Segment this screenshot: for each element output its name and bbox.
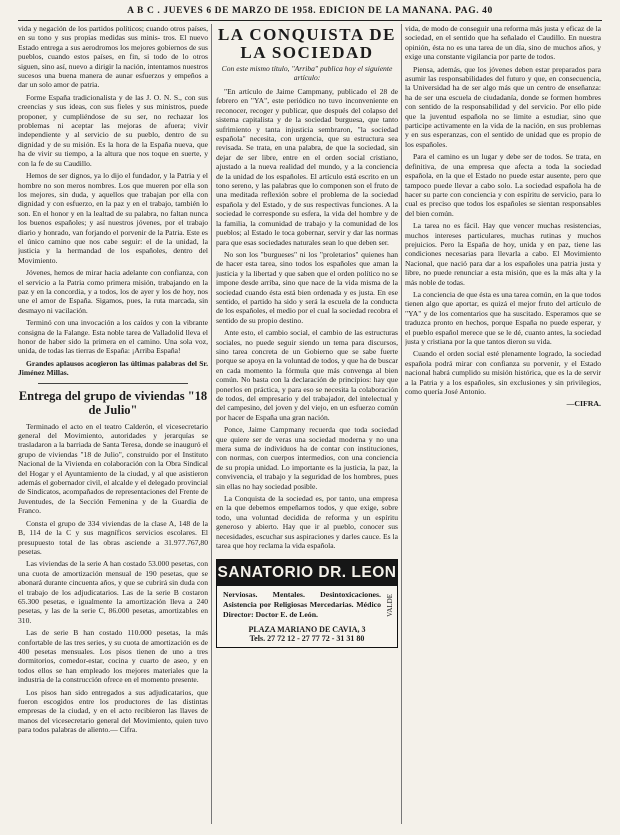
article-paragraph: Las de serie B han costado 110.000 pesetas, la más confortable de las tres series, y su cuota de amortización es de 400 pesetas mensuales. Los pisos tienen de uno a tres dormitorios, comedor-estar, cocina y cuarto de aseo, y en todos ellos se han empleado los mejores materiales que la industria de la construcción ofrece en el momento presente. bbox=[18, 628, 208, 685]
article-paragraph: Para el camino es un lugar y debe ser de todos. Se trata, en definitiva, de una empresa que afecta a toda la sociedad española, en la que el Estado no puede estar ausente, pero que tampoco puede llevar a cabo solo. La sociedad española ha de hacer su parte con conciencia y con espíritu de servicio, para lo cual es preciso que todos los españoles se sientan responsables del bien común. bbox=[405, 152, 601, 218]
article-paragraph: Ante esto, el cambio social, el cambio de las estructuras sociales, no puede seguir siendo un tema para discursos, sino tarea concreta de un Gobierno que se sabe fuerte porque se apoya en la voluntad de todos, y que ha de buscar en cada momento la fórmula que más convenga al bien común. No basta con la declaración de principios: hay que ponerlos en práctica, y para eso se necesita la colaboración de todos, del empresario y del trabajador, del intelectual y del campesino, del joven y del viejo, en un esfuerzo común por hacer de España una gran nación. bbox=[216, 328, 398, 422]
ad-phones: Tels. 27 72 12 - 27 77 72 - 31 31 80 bbox=[249, 633, 365, 643]
applause-note: Grandes aplausos acogieron las últimas palabras del Sr. Jiménez Millas. bbox=[18, 358, 208, 378]
article-paragraph: La Conquista de la sociedad es, por tanto, una empresa en la que debemos empeñarnos todos, y que exige, sobre todo, una voluntad decidida de reforma y un espíritu generoso y abierto. Hay que ir al pueblo, conocer sus necesidades, escuchar sus aspiraciones y darles cauce. Es la tarea que hoy reclama la vida española. bbox=[216, 494, 398, 551]
column-middle bbox=[216, 24, 398, 824]
article-title: LA CONQUISTA DE LA SOCIEDAD bbox=[217, 25, 397, 62]
section-heading: Entrega del grupo de viviendas "18 de Julio" bbox=[18, 388, 208, 417]
article-paragraph: Hemos de ser dignos, ya lo dijo el fundador, y la Patria y el hombre no son meros nombres. Los que mueren por ella son los mejores, sin duda, y aquellos que trabajan por ella con dignidad y con esfuerzo, en la paz y en el trabajo, también lo son. En el honor y en la lealtad de su palabra, no faltan nunca los buenos españoles; y así nuestros jóvenes, por el trabajo diario y honrado, van forjando el porvenir de la Patria. Este es el único camino que nos cabe seguir: el de la unidad, la justicia y la hermandad de los españoles, dentro del Movimiento. bbox=[18, 171, 208, 265]
article-paragraph: Ponce, Jaime Campmany recuerda que toda sociedad que quiere ser de veras una sociedad moderna y no una mera suma de individuos ha de contar con instituciones, con normas, con cuerpos intermedios, con una conciencia de su propia unidad. Lo importante es la justicia, la paz, la convivencia, el trabajo y la seguridad de los hombres, pues sin ellas no hay sociedad posible. bbox=[216, 425, 398, 491]
article-paragraph: vida, de modo de conseguir una reforma más justa y eficaz de la sociedad, en el sentido que ha señalado el Caudillo. En nuestra opinión, ésta no es una tarea de un día, sino de muchos años, y exige una constante vigilancia por parte de todos. bbox=[405, 24, 601, 62]
article-paragraph: La conciencia de que ésta es una tarea común, en la que todos tienen algo que aportar, es quizá el mejor fruto del artículo de "YA" y de los comentarios que ha suscitado. Esperamos que se traduzca pronto en hechos, porque España no puede esperar, y el pueblo español merece que se le dé, cuanto antes, la sociedad justa y cristiana por la que tantos dieron su vida. bbox=[405, 289, 601, 346]
article-paragraph: Jóvenes, hemos de mirar hacia adelante con confianza, con el servicio a la Patria como primera misión, trabajando en la paz y en la concordia, y a todos, los de ayer y los de hoy, nos une el amor de España. Sigamos, pues, la ruta marcada, sin desmayo ni vacilación. bbox=[18, 268, 208, 315]
sanatorium-advertisement bbox=[216, 559, 398, 648]
article-paragraph: "En artículo de Jaime Campmany, publicado el 28 de febrero en "YA", este periódico no tuvo inconveniente en reconocer, recoger y publicar, que después del colapso del sistema capitalista y de la sociedad burguesa, que tanto sufrimiento y tanta injusticia sembraron, "la sociedad española" necesita, con urgencia, que su estructura sea revisada. Se trata, en una palabra, de que la sociedad, sin dejar de ser libre, entre en el orden social cristiano, ajustado a la nueva realidad del mundo, y a la conciencia de la unidad de los españoles. El artículo está escrito en un tono sereno, y las palabras que lo componen son el fruto de una meditada reflexión sobre el problema de la sociedad española y del Estado, y de sus respectivas funciones. A la sociedad le corresponde su esfera, la vida del hombre y de la familia, la comunidad de trabajo y la comunidad de los pueblos; al Estado le toca gobernar, servir y dar las normas para que esas sociedades naturales sean lo que deben ser. bbox=[216, 87, 398, 247]
column-left bbox=[18, 24, 208, 824]
article-paragraph: La tarea no es fácil. Hay que vencer muchas resistencias, muchos intereses particulares, muchas rutinas y muchos prejuicios. Pero la España de hoy, unida y en paz, tiene las condiciones necesarias para llevarla a cabo. El Movimiento Nacional, que nació para dar a los españoles una patria justa y libre, no puede renunciar a esta misión, que es la más alta y la más noble de todas. bbox=[405, 221, 601, 287]
column-right bbox=[405, 24, 601, 824]
ad-title: SANATORIO DR. LEON bbox=[217, 560, 397, 586]
article-paragraph: Terminó con una invocación a los caídos y con la vibrante consigna de la Falange. Esta noble tarea de Valladolid lleva el honor de haber sido la primera en el camino. Una sola voz, unida, de todas las tierras de España: ¡Arriba España! bbox=[18, 318, 208, 356]
ad-body: Nerviosas. Mentales. Desintoxicaciones. Asistencia por Religiosas Mercedarias. Médico Director: Doctor E. de León. bbox=[223, 589, 381, 619]
article-paragraph: Terminado el acto en el teatro Calderón, el vicesecretario general del Movimiento, autoridades y jerarquías se trasladaron a la barriada de Santa Teresa, donde se inauguró el grupo de viviendas "18 de Julio", construido por el Instituto Nacional de la Vivienda en colaboración con la Obra Sindical del Hogar y el Ayuntamiento de la ciudad, y al que asistieron además el gobernador civil, el alcalde y el delegado provincial de Sindicatos, acompañados de representaciones del Frente de Juventudes, de la Sección Femenina y de la Guardia de Franco. bbox=[18, 421, 208, 516]
section-divider bbox=[38, 383, 188, 384]
column-rule bbox=[401, 24, 402, 824]
article-paragraph: vida y negación de los partidos políticos; cuando otros países, en su tono y sus propias medidas sus minis- tros. El nuevo Estado entrega a sus aerodromos los mejores gobiernos de sus pueblos, cuando estos países, en fin, si todo de lo otros siguen, sino así, nuevo a dirigir la nación, intentamos nuestros sucesos una buena manera de aunar esfuerzos y empeños a dar un solo amor de patria. bbox=[18, 24, 208, 90]
ad-address: PLAZA MARIANO DE CAVIA, 3 bbox=[248, 624, 366, 634]
page-header: A B C . JUEVES 6 DE MARZO DE 1958. EDICION DE LA MAÑANA. PAG. 40 bbox=[18, 6, 602, 21]
column-rule bbox=[211, 24, 212, 824]
article-dek: Con este mismo título, "Arriba" publica hoy el siguiente artículo: bbox=[221, 64, 393, 82]
article-paragraph: Piensa, además, que los jóvenes deben estar preparados para asumir las responsabilidades del futuro y que, en consecuencia, la Universidad ha de ser algo más que un centro de enseñanza: ha de ser una escuela de ciudadanía, donde se formen hombres con sentido de la responsabilidad y del servicio. Por ello pide que la juventud española no se limite a estudiar, sino que participe activamente en la vida de la nación, en sus problemas y en sus esperanzas, con el sentido de unidad que es propio de los españoles. bbox=[405, 64, 601, 149]
article-paragraph: Los pisos han sido entregados a sus adjudicatarios, que fueron escogidos entre los productores de las distintas empresas de la ciudad, y en el acto recibieron las llaves de manos del vicesecretario general del Movimiento, quien tuvo para todos palabras de aliento.— Cifra. bbox=[18, 687, 208, 735]
article-paragraph: Consta el grupo de 334 viviendas de la clase A, 148 de la B, 114 de la C y sus magníficos servicios escolares. El presupuesto total de las obras asciende a 31.977.767,80 pesetas. bbox=[18, 518, 208, 556]
article-paragraph: Las viviendas de la serie A han costado 53.000 pesetas, con una cuota de amortización mensual de 190 pesetas, que se abonará durante cincuenta años, y que se cubrirá sin duda con el trabajo de los adjudicatarios. Las de la serie B costaron 65.300 pesetas, e igualmente la amortización lleva a 240 pesetas, y las de la serie C, 86.000 pesetas, amortizables en 310. bbox=[18, 559, 208, 625]
article-paragraph: Forme España tradicionalista y de las J. O. N. S., con sus creencias y sus ideas, con sus fieles y sus ministros, puede proponer, y cumpliéndose de su ser, no rechazar los problemas ni aceptar las mejoras de afuera; vivir independiente y al servicio de su pueblo, dentro de su dignidad y de su misión. Es la hora de la España nueva, que ha de vivir su tiempo, a la altura que nos toque en suerte, y con la fe de su Caudillo. bbox=[18, 92, 208, 168]
article-paragraph: Cuando el orden social esté plenamente logrado, la sociedad española podrá mirar con confianza su porvenir, y el Estado nacional habrá cumplido su misión histórica, que es la de servir a la Patria y a los españoles, sin exclusiones y sin privilegios, como quería José Antonio. bbox=[405, 349, 601, 397]
ad-side-text: VALDE bbox=[386, 593, 394, 617]
article-signature: —CIFRA. bbox=[566, 399, 601, 409]
article-paragraph: No son los "burgueses" ni los "proletarios" quienes han de hacer esta tarea, sino todos los españoles que aman la justicia y la libertad y que saben que el orden político no se impone desde arriba, sino que nace de la vida misma de la sociedad cuando ésta está bien ordenada y es justa. En ese sentido, el partido ha sido y será la escuela de la conducta de los españoles, el medio por el cual la sociedad recobra el sentido de su propio destino. bbox=[216, 249, 398, 325]
